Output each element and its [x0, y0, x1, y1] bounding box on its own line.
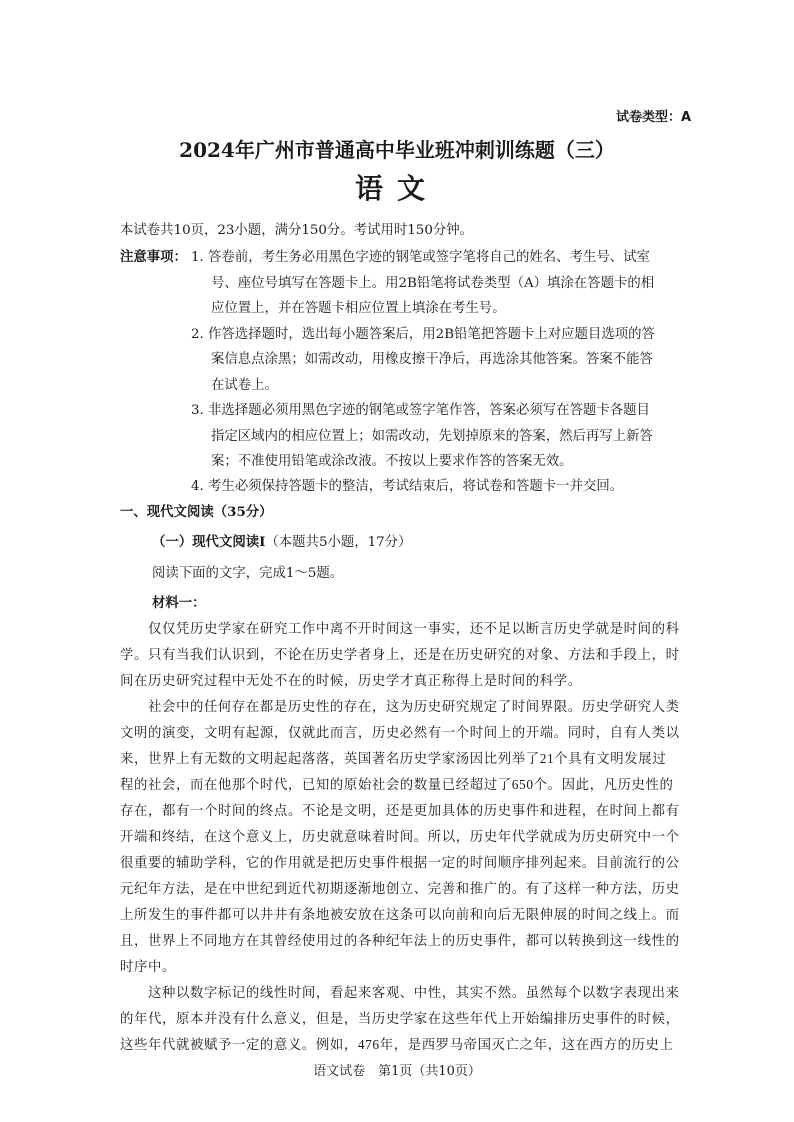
notice-line: 4. 考生必须保持答题卡的整洁，考试结束后，将试卷和答题卡一并交回。 — [191, 479, 624, 494]
passage-line: 上所发生的事件都可以井井有条地被安放在这条可以向前和向后无限伸展的时间之线上。而 — [120, 907, 680, 922]
notice-line: 1. 答卷前，考生务必用黑色字迹的钢笔或签字笔将自己的姓名、考生号、试室 — [191, 250, 650, 265]
passage-line: 文明的演变，文明有起源，仅就此而言，历史必然有一个时间上的开端。同时，自有人类以 — [120, 725, 680, 740]
passage-line: 这些年代就被赋予一定的意义。例如，476年，是西罗马帝国灭亡之年，这在西方的历史上 — [120, 1037, 674, 1052]
passage-line: 的年代，原本并没有什么意义，但是，当历史学家在这些年代上开始编排历史事件的时候， — [120, 1011, 680, 1026]
notice-line: 案；不准使用铅笔或涂改液。不按以上要求作答的答案无效。 — [211, 454, 573, 469]
passage-line: 学。只有当我们认识到，不论在历史学者身上，还是在历史研究的对象、方法和手段上，时 — [120, 647, 680, 662]
passage-line: 仅仅凭历史学家在研究工作中离不开时间这一事实，还不足以断言历史学就是时间的科 — [120, 621, 680, 636]
notice-line: 2. 作答选择题时，选出每小题答案后，用2B铅笔把答题卡上对应题目选项的答 — [191, 327, 655, 342]
notice-line: 3. 非选择题必须用黑色字迹的钢笔或签字笔作答，答案必须写在答题卡各题目 — [191, 403, 650, 418]
page-footer: 语文试卷 第1页（共10页） — [313, 1064, 481, 1079]
passage-line: 且，世界上不同地方在其曾经使用过的各种纪年法上的历史事件，都可以转换到这一线性的 — [120, 933, 680, 948]
material-label: 材料一： — [152, 595, 206, 611]
reading-instruction: 阅读下面的文字，完成1～5题。 — [152, 566, 344, 581]
passage-line: 来，世界上有无数的文明起起落落，英国著名历史学家汤因比列举了21个具有文明发展过 — [120, 751, 667, 766]
passage-line: 社会中的任何存在都是历史性的存在，这为历史研究规定了时间界限。历史学研究人类 — [120, 699, 680, 714]
passage-line: 程的社会，而在他那个时代，已知的原始社会的数量已经超过了650个。因此，凡历史性的 — [120, 777, 674, 792]
notice-line: 号、座位号填写在答题卡上。用2B铅笔将试卷类型（A）填涂在答题卡的相 — [211, 276, 655, 291]
passage-line: 存在，都有一个时间的终点。不论是文明，还是更加具体的历史事件和进程，在时间上都有 — [120, 803, 680, 818]
paper-type-label: 试卷类型：A — [615, 110, 691, 125]
passage-line: 很重要的辅助学科，它的作用就是把历史事件根据一定的时间顺序排列起来。目前流行的公 — [120, 855, 680, 870]
subsection-title: （一）现代文阅读Ⅰ — [152, 534, 266, 550]
passage-line: 间在历史研究过程中无处不在的时候，历史学才真正称得上是时间的科学。 — [120, 673, 582, 688]
passage-line: 这种以数字标记的线性时间，看起来客观、中性，其实不然。虽然每个以数字表现出来 — [120, 985, 680, 1000]
notice-line: 应位置上，并在答题卡相应位置上填涂在考生号。 — [211, 301, 506, 316]
passage-line: 开端和终结，在这个意义上，历史就意味着时间。所以，历史年代学就成为历史研究中一个 — [120, 829, 680, 844]
exam-title: 2024年广州市普通高中毕业班冲刺训练题（三） — [179, 138, 615, 162]
subsection-detail: （本题共5小题，17分） — [265, 535, 412, 550]
passage-line: 元纪年方法，是在中世纪到近代初期逐渐地创立、完善和推广的。有了这样一种方法，历史 — [120, 881, 680, 896]
passage-line: 时序中。 — [120, 959, 176, 974]
exam-intro: 本试卷共10页，23小题，满分150分。考试用时150分钟。 — [120, 223, 474, 238]
subject-title: 语文 — [354, 172, 439, 205]
section-heading: 一、现代文阅读（35分） — [120, 504, 273, 520]
notice-label: 注意事项： — [120, 249, 187, 265]
notice-line: 在试卷上。 — [211, 378, 278, 393]
subsection-heading — [152, 531, 411, 550]
notice-line: 案信息点涂黑；如需改动，用橡皮擦干净后，再选涂其他答案。答案不能答 — [211, 352, 653, 367]
notice-line: 指定区域内的相应位置上；如需改动，先划掉原来的答案，然后再写上新答 — [211, 429, 653, 444]
